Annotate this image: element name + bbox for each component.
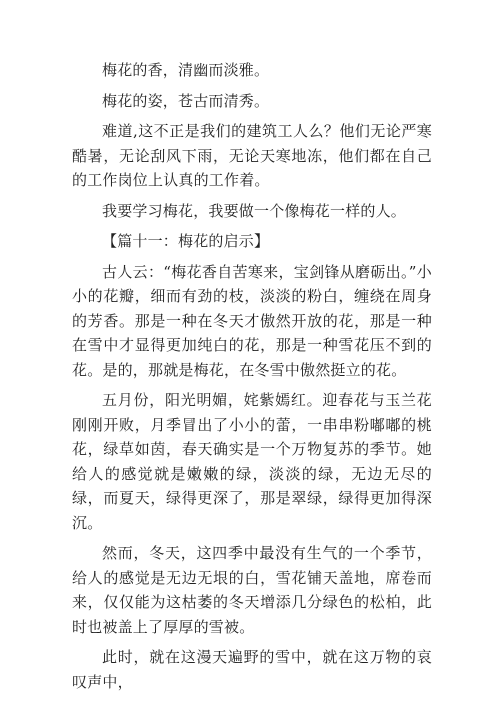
paragraph-plum-fragrance: 梅花的香，清幽而淡雅。 bbox=[102, 61, 270, 79]
paragraph-learn-from-plum: 我要学习梅花，我要做一个像梅花一样的人。 bbox=[102, 201, 407, 220]
section-heading: 【篇十一：梅花的启示】 bbox=[102, 232, 270, 250]
document-page bbox=[72, 58, 432, 700]
paragraph-ancient-saying: 古人云：“梅花香自苦寒来，宝剑锋从磨砺出。”小小的花瓣，细而有劲的枝，淡淡的粉白，缠绕在周身的芳香。那是一种在冬天才傲然开放的花，那是一种在雪中才显得更加纯白的花，那是一种雪花压不到的花。是的，那就是梅花，在冬雪中傲然挺立的花。 bbox=[72, 262, 432, 379]
paragraph-winter: 然而，冬天，这四季中最没有生气的一个季节，给人的感觉是无边无垠的白，雪花铺天盖地，席卷而来，仅仅能为这枯萎的冬天增添几分绿色的松柏，此时也被盖上了厚厚的雪被。 bbox=[72, 544, 432, 636]
paragraph-may-spring: 五月份，阳光明媚，姹紫嫣红。迎春花与玉兰花刚刚开败，月季冒出了小小的蕾，一串串粉嘟嘟的桃花，绿草如茵，春天确实是一个万物复苏的季节。她给人的感觉就是嫩嫩的绿，淡淡的绿，无边无尽的绿，而夏天，绿得更深了，那是翠绿，绿得更加得深沉。 bbox=[72, 391, 432, 532]
paragraph-snowfield: 此时，就在这漫天遍野的雪中，就在这万物的哀叹声中， bbox=[72, 648, 432, 691]
paragraph-plum-posture: 梅花的姿，苍古而清秀。 bbox=[102, 91, 270, 110]
paragraph-construction-workers: 难道,这不正是我们的建筑工人么？他们无论严寒酷暑，无论刮风下雨，无论天寒地冻，他们都在自己的工作岗位上认真的工作着。 bbox=[72, 122, 432, 189]
